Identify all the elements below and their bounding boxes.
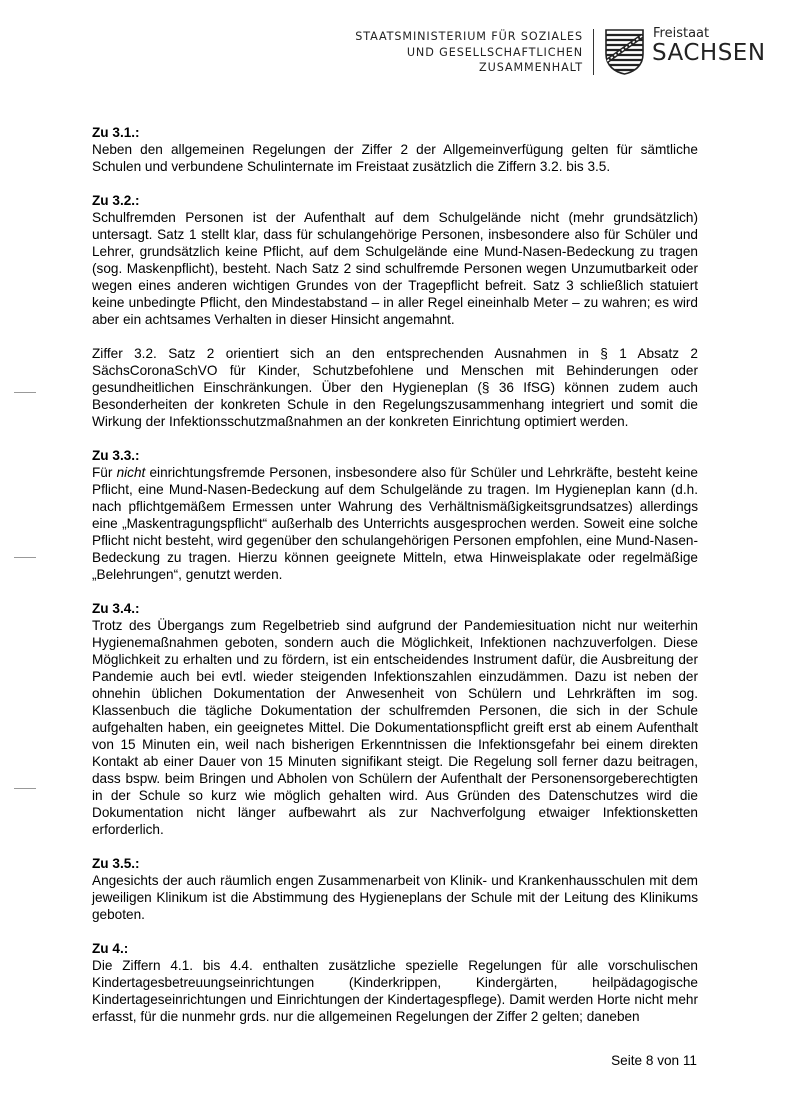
section-4 bbox=[92, 940, 698, 1025]
section-heading: Zu 3.3.: bbox=[92, 448, 140, 463]
fold-mark bbox=[14, 788, 36, 789]
paragraph: Neben den allgemeinen Regelungen der Ziffer 2 der Allgemeinverfügung gelten für sämtliche Schulen und verbundene Schulinternate im Freistaat zusätzlich die Ziffern 3.2. bis 3.5. bbox=[92, 142, 698, 174]
ministry-line: STAATSMINISTERIUM FÜR SOZIALES bbox=[355, 30, 583, 43]
fold-mark bbox=[14, 392, 36, 393]
punch-mark bbox=[14, 557, 36, 558]
section-heading: Zu 3.5.: bbox=[92, 856, 140, 871]
paragraph: Ziffer 3.2. Satz 2 orientiert sich an den entsprechenden Ausnahmen in § 1 Absatz 2 SächsCoronaSchVO für Kinder, Schutzbefohlene und Menschen mit Behinderungen oder gesundheitlichen Einschränkungen. Über den Hygieneplan (§ 36 IfSG) können zudem auch Besonderheiten der konkreten Schule in den Regelungszusammenhang integriert und somit die Wirkung der Infektionsschutzmaßnahmen an der konkreten Einrichtung optimiert werden. bbox=[92, 346, 698, 429]
ministry-name bbox=[355, 29, 583, 76]
ministry-line: ZUSAMMENHALT bbox=[479, 61, 583, 74]
section-heading: Zu 4.: bbox=[92, 941, 129, 956]
letterhead bbox=[0, 0, 788, 90]
section-heading: Zu 3.1.: bbox=[92, 125, 140, 140]
section-3-1 bbox=[92, 124, 698, 175]
section-3-3 bbox=[92, 447, 698, 583]
section-heading: Zu 3.2.: bbox=[92, 193, 140, 208]
ministry-line: UND GESELLSCHAFTLICHEN bbox=[406, 45, 583, 59]
section-3-2 bbox=[92, 192, 698, 430]
paragraph: Trotz des Übergangs zum Regelbetrieb sind aufgrund der Pandemiesituation nicht nur weiterhin Hygienemaßnahmen geboten, sondern auch die Möglichkeit, Infektionen nachzuverfolgen. Diese Möglichkeit zu erhalten und zu fördern, ist ein entscheidendes Instrument dafür, die Ausbreitung der Pandemie auch bei evtl. wieder steigenden Infektionszahlen einzudämmen. Dazu ist neben der ohnehin üblichen Dokumentation der Anwesenheit von Schülern und Lehrkräften im sog. Klassenbuch die tägliche Dokumentation der schulfremden Personen, die sich in der Schule aufgehalten haben, ein geeignetes Mittel. Die Dokumentationspflicht greift erst ab einem Aufenthalt von 15 Minuten ein, weil nach bisherigen Erkenntnissen die Infektionsgefahr bei einem direkten Kontakt ab einer Dauer von 15 Minuten signifikant steigt. Die Regelung soll ferner dazu beitragen, dass bspw. beim Bringen und Abholen von Schülern der Aufenthalt der Personensorgeberechtigten in der Schule so kurz wie möglich gehalten wird. Aus Gründen des Datenschutzes wird die Dokumentation nicht länger aufbewahrt als zur Nachverfolgung etwaiger Infektionsketten erforderlich. bbox=[92, 618, 698, 837]
page-number: Seite 8 von 11 bbox=[611, 1053, 697, 1068]
brand-freistaat: Freistaat bbox=[653, 26, 710, 41]
emphasized-word: nicht bbox=[116, 465, 146, 480]
document-body bbox=[92, 124, 698, 1042]
saxony-coat-of-arms-icon bbox=[604, 28, 645, 76]
paragraph: Für nicht einrichtungsfremde Personen, insbesondere also für Schüler und Lehrkräfte, besteht keine Pflicht, eine Mund-Nasen-Bedeckung auf dem Schulgelände zu tragen. Im Hygieneplan kann (d.h. nach pflichtgemäßem Ermessen unter Wahrung des Verhältnismäßigkeitsgrundsatzes) allerdings eine „Maskentragungspflicht“ außerhalb des Unterrichts ausgesprochen werden. Soweit eine solche Pflicht nicht besteht, wird gegenüber den schulangehörigen Personen empfohlen, eine Mund-Nasen-Bedeckung zu tragen. Hierzu können geeignete Mitteln, etwa Hinweisplakate oder regelmäßige „Belehrungen“, genutzt werden. bbox=[92, 465, 698, 582]
paragraph: Angesichts der auch räumlich engen Zusammenarbeit von Klinik- und Krankenhausschulen mit dem jeweiligen Klinikum ist die Abstimmung des Hygieneplans der Schule mit der Leitung des Klinikums geboten. bbox=[92, 873, 698, 922]
section-3-4 bbox=[92, 600, 698, 838]
paragraph: Schulfremden Personen ist der Aufenthalt auf dem Schulgelände nicht (mehr grundsätzlich) untersagt. Satz 1 stellt klar, dass für schulangehörige Personen, insbesondere also für Schüler und Lehrer, grundsätzlich keine Pflicht, auf dem Schulgelände eine Mund-Nasen-Bedeckung zu tragen (sog. Maskenpflicht), besteht. Nach Satz 2 sind schulfremde Personen wegen Unzumutbarkeit oder wegen eines anderen wichtigen Grundes von der Tragepflicht befreit. Satz 3 schließlich statuiert keine unbedingte Pflicht, den Mindestabstand – in aller Regel eineinhalb Meter – zu wahren; es wird aber ein achtsames Verhalten in dieser Hinsicht angemahnt. bbox=[92, 210, 698, 327]
section-3-5 bbox=[92, 855, 698, 923]
section-heading: Zu 3.4.: bbox=[92, 601, 140, 616]
brand-sachsen: SACHSEN bbox=[652, 40, 766, 66]
header-divider bbox=[593, 29, 594, 75]
paragraph: Die Ziffern 4.1. bis 4.4. enthalten zusätzliche spezielle Regelungen für alle vorschulischen Kindertagesbetreuungseinrichtungen (Kinderkrippen, Kindergärten, heilpädagogische Kindertageseinrichtungen und Einrichtungen der Kindertagespflege). Damit werden Horte nicht mehr erfasst, für die nunmehr grds. nur die allgemeinen Regelungen der Ziffer 2 gelten; daneben bbox=[92, 958, 698, 1024]
